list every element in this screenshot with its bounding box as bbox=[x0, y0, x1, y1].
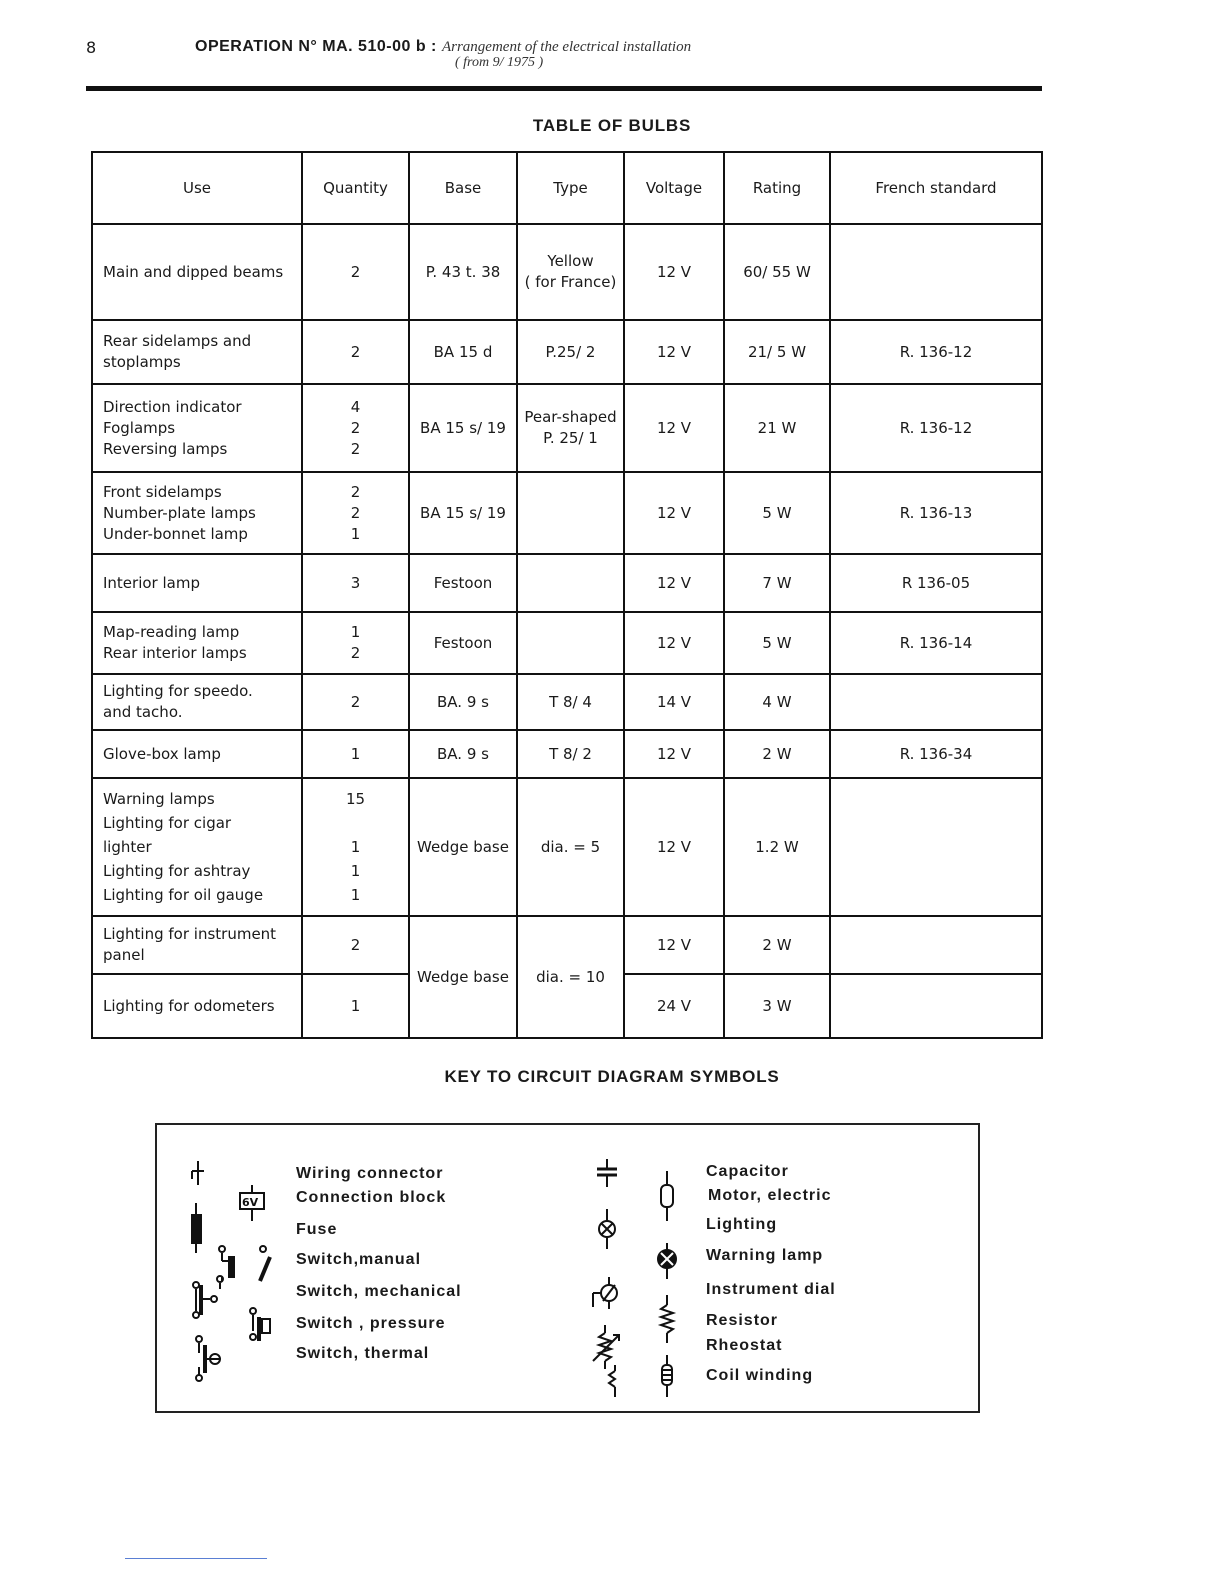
table-row bbox=[92, 384, 1042, 472]
cell-rating: 3 W bbox=[724, 974, 830, 1038]
cell-rating: 21 W bbox=[724, 384, 830, 472]
key-label-rheostat: Rheostat bbox=[706, 1337, 783, 1354]
switch-pressure-icon bbox=[250, 1308, 270, 1341]
key-label-switch-mechanical: Switch, mechanical bbox=[296, 1283, 462, 1300]
cell-base: BA. 9 s bbox=[409, 674, 517, 730]
col-header-quantity: Quantity bbox=[302, 152, 409, 224]
cell-rating: 2 W bbox=[724, 730, 830, 778]
cell-use: Map-reading lamp Rear interior lamps bbox=[92, 612, 302, 674]
cell-rating: 7 W bbox=[724, 554, 830, 612]
cell-voltage: 12 V bbox=[624, 730, 724, 778]
cell-voltage: 12 V bbox=[624, 778, 724, 916]
cell-use: Glove-box lamp bbox=[92, 730, 302, 778]
cell-base: BA 15 s/ 19 bbox=[409, 472, 517, 554]
table-row bbox=[92, 612, 1042, 674]
table-row bbox=[92, 472, 1042, 554]
cell-use: Warning lamps Lighting for cigar lighter Lighting for ashtray Lighting for oil gauge bbox=[92, 778, 302, 916]
wiring-connector-icon bbox=[192, 1161, 204, 1185]
cell-standard bbox=[830, 224, 1042, 320]
symbol-key-box bbox=[155, 1123, 980, 1413]
cell-use: Rear sidelamps and stoplamps bbox=[92, 320, 302, 384]
coil-winding-icon bbox=[609, 1355, 672, 1397]
key-label-instrument-dial: Instrument dial bbox=[706, 1281, 836, 1298]
cell-rating: 5 W bbox=[724, 472, 830, 554]
cell-use: Direction indicator Foglamps Reversing lamps bbox=[92, 384, 302, 472]
cell-use: Lighting for speedo. and tacho. bbox=[92, 674, 302, 730]
cell-standard bbox=[830, 974, 1042, 1038]
cell-standard: R. 136-13 bbox=[830, 472, 1042, 554]
table-row bbox=[92, 320, 1042, 384]
cell-use: Main and dipped beams bbox=[92, 224, 302, 320]
table-row bbox=[92, 778, 1042, 916]
key-label-capacitor: Capacitor bbox=[706, 1163, 789, 1180]
cell-quantity: 15 1 1 1 bbox=[302, 778, 409, 916]
cell-voltage: 12 V bbox=[624, 320, 724, 384]
fuse-icon bbox=[192, 1203, 201, 1253]
switch-manual-icon bbox=[219, 1246, 270, 1281]
col-header-voltage: Voltage bbox=[624, 152, 724, 224]
cell-quantity: 4 2 2 bbox=[302, 384, 409, 472]
cell-voltage: 12 V bbox=[624, 916, 724, 974]
cell-standard: R 136-05 bbox=[830, 554, 1042, 612]
right-symbols bbox=[585, 1155, 695, 1400]
key-label-resistor: Resistor bbox=[706, 1312, 779, 1329]
cell-quantity: 1 2 bbox=[302, 612, 409, 674]
cell-quantity: 2 bbox=[302, 916, 409, 974]
cell-type: T 8/ 2 bbox=[517, 730, 624, 778]
cell-voltage: 12 V bbox=[624, 224, 724, 320]
header-title bbox=[195, 36, 691, 56]
cell-rating: 2 W bbox=[724, 916, 830, 974]
key-label-switch-thermal: Switch, thermal bbox=[296, 1345, 430, 1362]
cell-quantity: 1 bbox=[302, 730, 409, 778]
cell-quantity: 2 bbox=[302, 674, 409, 730]
key-label-warning-lamp: Warning lamp bbox=[706, 1247, 824, 1264]
cell-standard bbox=[830, 778, 1042, 916]
key-label-fuse: Fuse bbox=[296, 1221, 338, 1238]
key-label-wiring-connector: Wiring connector bbox=[296, 1165, 444, 1182]
cell-voltage: 12 V bbox=[624, 472, 724, 554]
cell-voltage: 12 V bbox=[624, 554, 724, 612]
cell-type: dia. = 10 bbox=[517, 916, 624, 1038]
cell-quantity: 1 bbox=[302, 974, 409, 1038]
table-row bbox=[92, 674, 1042, 730]
cell-voltage: 12 V bbox=[624, 612, 724, 674]
warning-lamp-icon bbox=[658, 1243, 676, 1279]
cell-quantity: 2 bbox=[302, 224, 409, 320]
table-row bbox=[92, 730, 1042, 778]
col-header-type: Type bbox=[517, 152, 624, 224]
cell-use: Lighting for instrument panel bbox=[92, 916, 302, 974]
resistor-icon bbox=[661, 1295, 673, 1343]
cell-quantity: 3 bbox=[302, 554, 409, 612]
col-header-use: Use bbox=[92, 152, 302, 224]
cell-voltage: 12 V bbox=[624, 384, 724, 472]
key-label-motor: Motor, electric bbox=[708, 1187, 832, 1204]
key-label-switch-pressure: Switch , pressure bbox=[296, 1315, 446, 1332]
cell-base: BA. 9 s bbox=[409, 730, 517, 778]
cell-rating: 21/ 5 W bbox=[724, 320, 830, 384]
col-header-french-standard: French standard bbox=[830, 152, 1042, 224]
cell-base: BA 15 s/ 19 bbox=[409, 384, 517, 472]
cell-type: T 8/ 4 bbox=[517, 674, 624, 730]
cell-base: Wedge base bbox=[409, 778, 517, 916]
motor-icon bbox=[661, 1171, 673, 1221]
cell-quantity: 2 bbox=[302, 320, 409, 384]
page-number: 8 bbox=[86, 38, 97, 57]
cell-type: P.25/ 2 bbox=[517, 320, 624, 384]
cell-base: P. 43 t. 38 bbox=[409, 224, 517, 320]
cell-rating: 4 W bbox=[724, 674, 830, 730]
cell-base: Wedge base bbox=[409, 916, 517, 1038]
table-row bbox=[92, 224, 1042, 320]
cell-standard: R. 136-12 bbox=[830, 320, 1042, 384]
rheostat-icon bbox=[593, 1325, 619, 1369]
cell-type bbox=[517, 612, 624, 674]
table-row bbox=[92, 916, 1042, 974]
capacitor-icon bbox=[597, 1159, 617, 1187]
key-label-coil-winding: Coil winding bbox=[706, 1367, 814, 1384]
cell-voltage: 24 V bbox=[624, 974, 724, 1038]
footer-line bbox=[125, 1558, 267, 1559]
cell-standard bbox=[830, 916, 1042, 974]
key-label-lighting: Lighting bbox=[706, 1216, 778, 1233]
switch-mechanical-icon bbox=[193, 1276, 223, 1318]
col-header-base: Base bbox=[409, 152, 517, 224]
bulbs-table bbox=[91, 151, 1043, 1039]
cell-rating: 1.2 W bbox=[724, 778, 830, 916]
key-label-connection-block: Connection block bbox=[296, 1189, 447, 1206]
cell-type bbox=[517, 554, 624, 612]
lighting-icon bbox=[599, 1209, 615, 1249]
key-title: KEY TO CIRCUIT DIAGRAM SYMBOLS bbox=[444, 1067, 780, 1086]
key-label-switch-manual: Switch,manual bbox=[296, 1251, 422, 1268]
cell-standard bbox=[830, 674, 1042, 730]
cell-standard: R. 136-12 bbox=[830, 384, 1042, 472]
table-row bbox=[92, 554, 1042, 612]
connection-block-mark: 6V bbox=[242, 1196, 259, 1209]
cell-rating: 5 W bbox=[724, 612, 830, 674]
cell-use: Interior lamp bbox=[92, 554, 302, 612]
header-date-note: ( from 9/ 1975 ) bbox=[455, 55, 544, 70]
cell-type bbox=[517, 472, 624, 554]
operation-number: OPERATION N° MA. 510-00 b : bbox=[195, 38, 437, 55]
cell-use: Front sidelamps Number-plate lamps Under-bonnet lamp bbox=[92, 472, 302, 554]
left-symbols bbox=[182, 1157, 292, 1387]
operation-subject: Arrangement of the electrical installation bbox=[441, 39, 692, 55]
instrument-dial-icon bbox=[593, 1277, 617, 1309]
switch-thermal-icon bbox=[196, 1336, 220, 1381]
cell-base: Festoon bbox=[409, 612, 517, 674]
cell-type: Pear-shaped P. 25/ 1 bbox=[517, 384, 624, 472]
cell-voltage: 14 V bbox=[624, 674, 724, 730]
col-header-rating: Rating bbox=[724, 152, 830, 224]
cell-use: Lighting for odometers bbox=[92, 974, 302, 1038]
table-title: TABLE OF BULBS bbox=[532, 116, 692, 135]
cell-base: BA 15 d bbox=[409, 320, 517, 384]
cell-standard: R. 136-14 bbox=[830, 612, 1042, 674]
header-rule bbox=[86, 86, 1042, 91]
cell-type: dia. = 5 bbox=[517, 778, 624, 916]
cell-standard: R. 136-34 bbox=[830, 730, 1042, 778]
cell-quantity: 2 2 1 bbox=[302, 472, 409, 554]
cell-rating: 60/ 55 W bbox=[724, 224, 830, 320]
cell-base: Festoon bbox=[409, 554, 517, 612]
table-header-row bbox=[92, 152, 1042, 224]
cell-type: Yellow ( for France) bbox=[517, 224, 624, 320]
